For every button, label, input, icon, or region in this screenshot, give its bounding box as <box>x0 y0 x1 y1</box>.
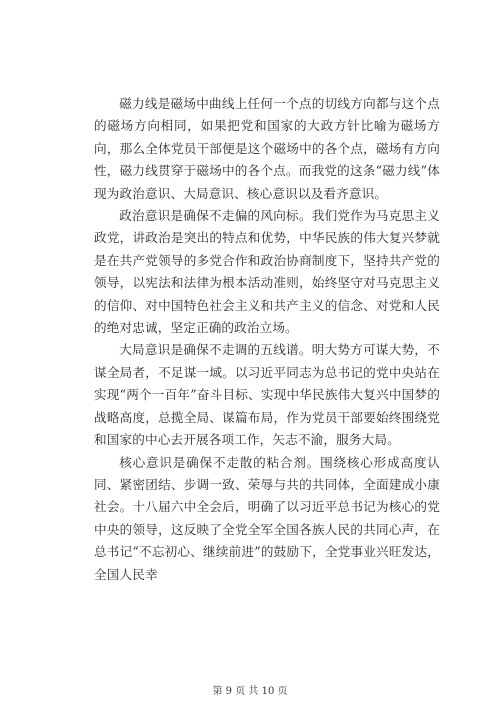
document-body <box>94 93 440 586</box>
page-number-footer: 第 9 页 共 10 页 <box>212 686 288 697</box>
paragraph-core-awareness: 核心意识是确保不走散的粘合剂。围绕核心形成高度认同、紧密团结、步调一致、荣辱与共的共同体，全面建成小康社会。十八届六中全会后，明确了以习近平总书记为核心的党中央的领导，这反映了全党全军全国各族人民的共同心声，在总书记“不忘初心、继续前进”的鼓励下，全党事业兴旺发达，全国人民幸 <box>94 454 440 582</box>
paragraph-political-awareness: 政治意识是确保不走偏的风向标。我们党作为马克思主义政党，讲政治是突出的特点和优势，中华民族的伟大复兴梦就是在共产党领导的多党合作和政治协商制度下，坚持共产党的领导，以宪法和法律为根本活动准则，始终坚守对马克思主义的信仰、对中国特色社会主义和共产主义的信念、对党和人民的绝对忠诚，坚定正确的政治立场。 <box>94 208 440 336</box>
paragraph-magnetic-field-lines: 磁力线是磁场中曲线上任何一个点的切线方向都与这个点的磁场方向相同，如果把党和国家的大政方针比喻为磁场方向，那么全体党员干部便是这个磁场中的各个点，磁场有方向性，磁力线贯穿于磁场中的各个点。而我党的这条“磁力线”体现为政治意识、大局意识、核心意识以及看齐意识。 <box>94 96 440 201</box>
paragraph-overall-awareness: 大局意识是确保不走调的五线谱。明大势方可谋大势，不谋全局者，不足谋一域。以习近平同志为总书记的党中央站在实现“两个一百年”奋斗目标、实现中华民族伟大复兴中国梦的战略高度，总揽全局、谋篇布局，作为党员干部要始终围绕党和国家的中心去开展各项工作，矢志不渝，服务大局。 <box>94 342 440 448</box>
